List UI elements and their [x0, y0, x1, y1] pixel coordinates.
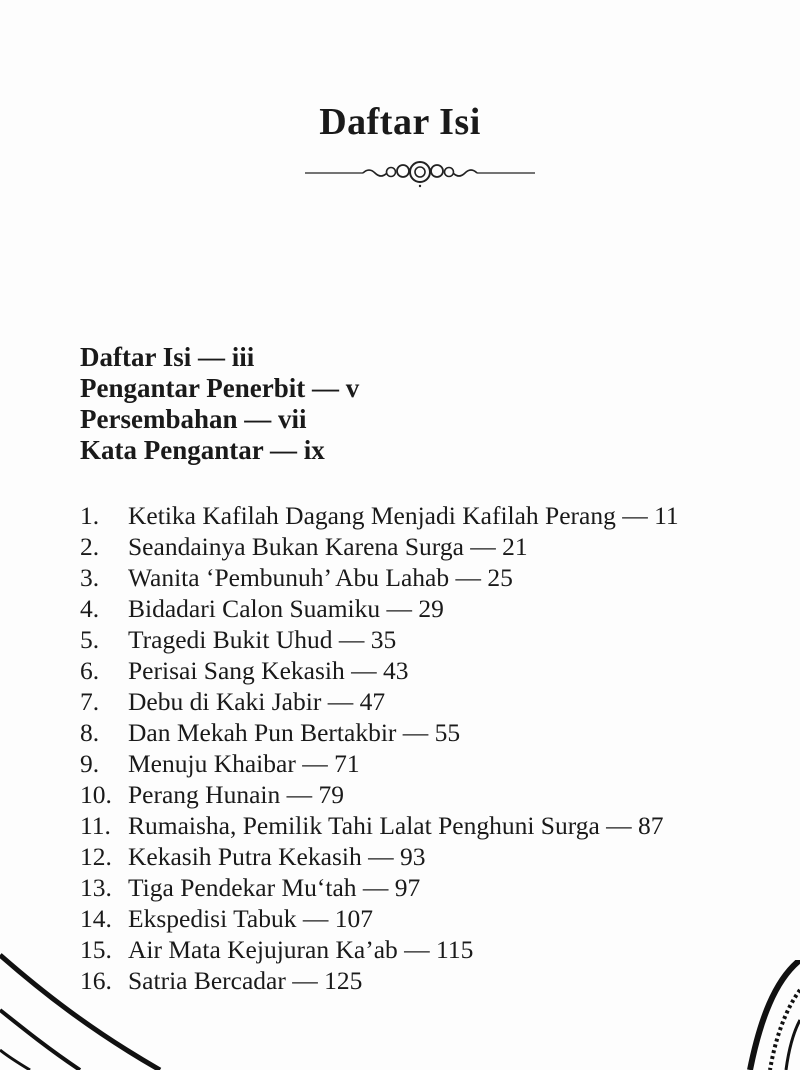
chapter-number: 12.: [80, 842, 112, 871]
chapter-title: Perang Hunain — 79: [128, 780, 345, 809]
chapter-number: 15.: [80, 935, 112, 964]
chapter-item: [80, 562, 679, 593]
chapter-title: Tragedi Bukit Uhud — 35: [128, 625, 397, 654]
chapter-item: [80, 717, 679, 748]
chapter-title: Bidadari Calon Suamiku — 29: [128, 594, 444, 623]
chapter-item: [80, 779, 679, 810]
front-matter-item: Kata Pengantar — ix: [80, 435, 325, 465]
chapter-number: 10.: [80, 780, 112, 809]
chapter-title: Debu di Kaki Jabir — 47: [128, 687, 386, 716]
chapter-title: Ketika Kafilah Dagang Menjadi Kafilah Perang — 11: [128, 501, 679, 530]
front-matter-list: [80, 342, 359, 466]
chapter-number: 8.: [80, 718, 100, 747]
chapter-title: Wanita ‘Pembunuh’ Abu Lahab — 25: [128, 563, 513, 592]
front-matter-item: Pengantar Penerbit — v: [80, 373, 360, 403]
chapter-number: 11.: [80, 811, 111, 840]
chapter-item: [80, 903, 679, 934]
corner-swirl-icon: [0, 950, 250, 1070]
front-matter-item: Persembahan — vii: [80, 404, 307, 434]
chapter-title: Tiga Pendekar Mu‘tah — 97: [128, 873, 421, 902]
chapter-number: 3.: [80, 563, 100, 592]
chapter-title: Air Mata Kejujuran Ka’ab — 115: [128, 935, 474, 964]
chapter-number: 2.: [80, 532, 100, 561]
chapter-item: [80, 624, 679, 655]
page-title: Daftar Isi: [319, 101, 481, 143]
chapter-number: 14.: [80, 904, 112, 933]
chapter-item: [80, 810, 679, 841]
chapter-title: Perisai Sang Kekasih — 43: [128, 656, 409, 685]
chapter-item: [80, 748, 679, 779]
chapter-number: 1.: [80, 501, 100, 530]
chapter-title: Kekasih Putra Kekasih — 93: [128, 842, 426, 871]
chapter-title: Dan Mekah Pun Bertakbir — 55: [128, 718, 461, 747]
chapter-number: 16.: [80, 966, 112, 995]
chapter-item: [80, 593, 679, 624]
chapter-title: Rumaisha, Pemilik Tahi Lalat Penghuni Surga — 87: [128, 811, 664, 840]
chapter-number: 4.: [80, 594, 100, 623]
chapter-item: [80, 686, 679, 717]
front-matter-item: Daftar Isi — iii: [80, 342, 255, 372]
chapter-title: Seandainya Bukan Karena Surga — 21: [128, 532, 528, 561]
chapter-number: 9.: [80, 749, 100, 778]
chapter-title: Satria Bercadar — 125: [128, 966, 363, 995]
chapter-item: [80, 531, 679, 562]
chapter-number: 6.: [80, 656, 100, 685]
chapter-item: [80, 872, 679, 903]
chapter-number: 7.: [80, 687, 100, 716]
chapter-item: [80, 655, 679, 686]
chapter-number: 13.: [80, 873, 112, 902]
chapter-title: Ekspedisi Tabuk — 107: [128, 904, 373, 933]
chapter-title: Menuju Khaibar — 71: [128, 749, 360, 778]
ornament-divider-icon: [305, 155, 535, 195]
chapter-item: [80, 841, 679, 872]
chapter-list: [80, 500, 679, 996]
chapter-item: [80, 500, 679, 531]
corner-pattern-icon: [730, 960, 800, 1070]
chapter-number: 5.: [80, 625, 100, 654]
